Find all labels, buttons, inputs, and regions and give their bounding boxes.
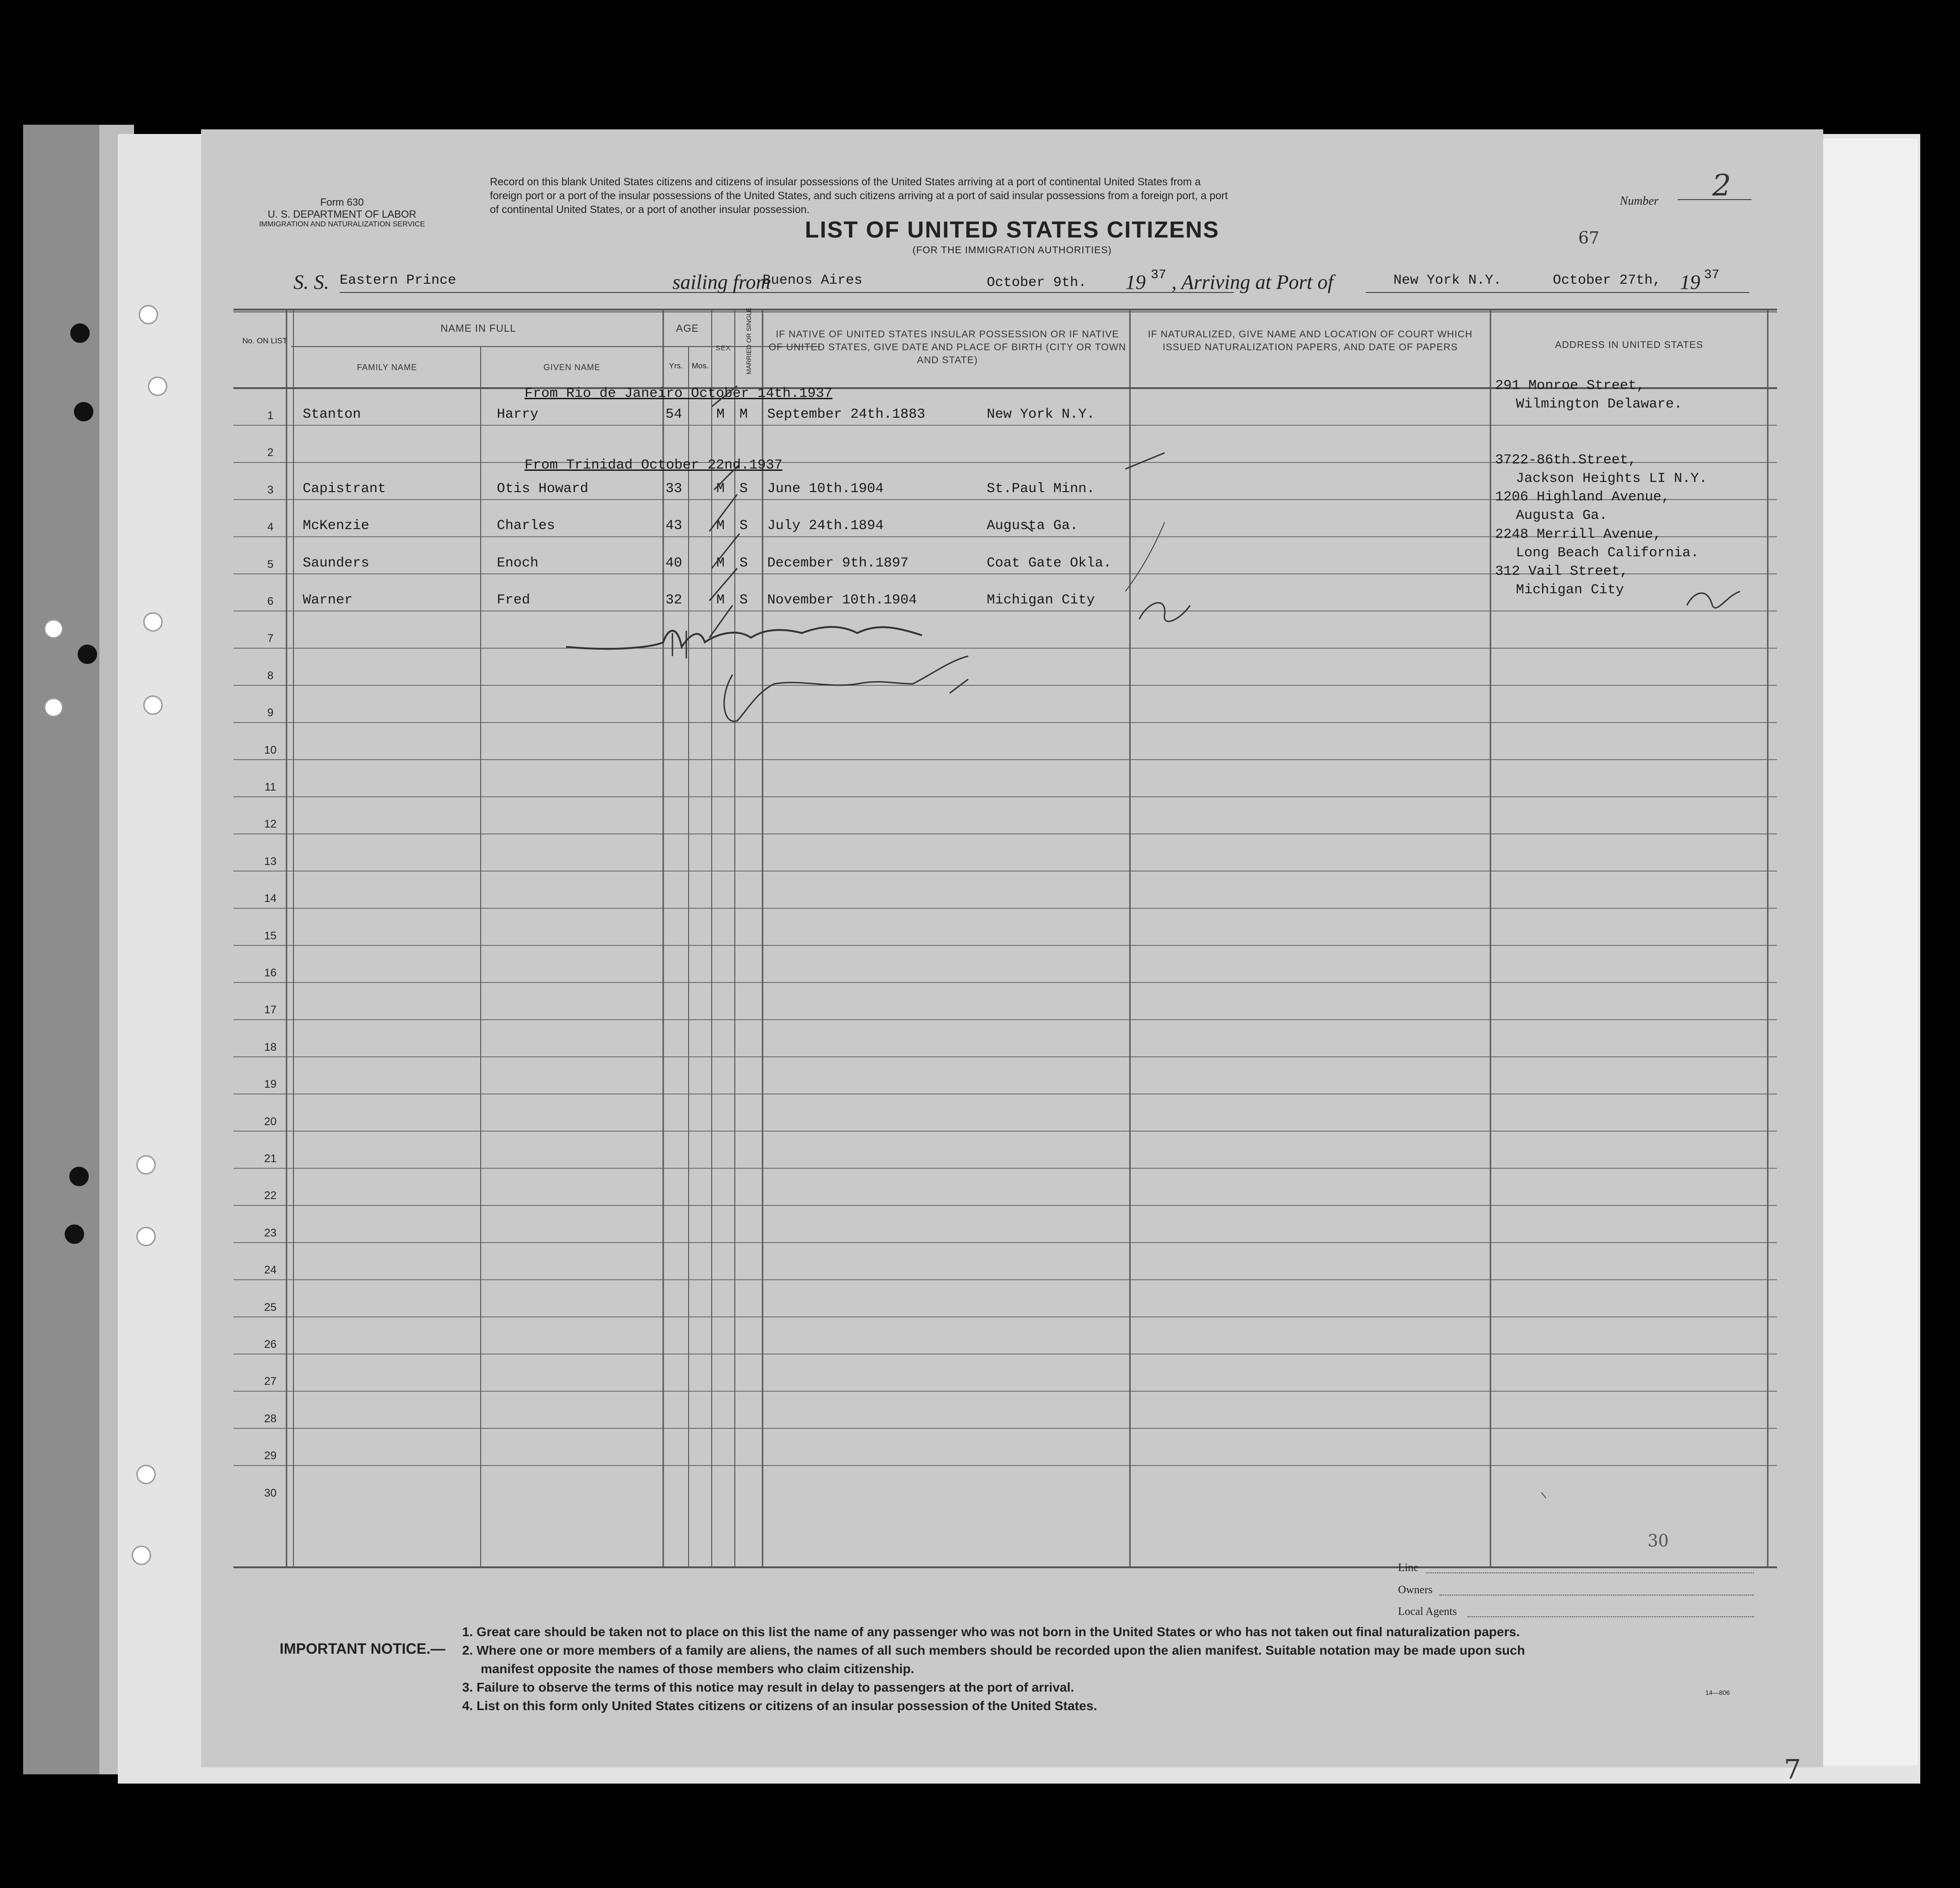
age-cell: 54 <box>666 407 683 422</box>
sex-cell: M <box>716 407 725 422</box>
ss-label: S. S. <box>293 271 329 293</box>
page-title: LIST OF UNITED STATES CITIZENS <box>805 217 1220 243</box>
arrival-year-prefix: 19 <box>1680 271 1700 293</box>
line-number: 23 <box>264 1226 277 1239</box>
line-number: 5 <box>267 558 274 571</box>
marital-status-cell: M <box>739 407 748 422</box>
ship-name: Eastern Prince <box>340 273 457 288</box>
col-address: ADDRESS IN UNITED STATES <box>1555 340 1704 350</box>
punch-hole <box>132 1546 151 1565</box>
marital-status-cell: S <box>739 481 748 497</box>
notice-item-2-cont: manifest opposite the names of those members who claim citizenship. <box>481 1662 915 1676</box>
line-number: 9 <box>267 706 274 719</box>
line-number: 1 <box>267 409 274 422</box>
department-name: U. S. DEPARTMENT OF LABOR <box>268 208 416 220</box>
col-no-on-list: No. ON LIST <box>242 336 287 345</box>
birth-date-cell: November 10th.1904 <box>767 592 917 608</box>
punch-hole <box>65 1224 84 1244</box>
address-line-1: 312 Vail Street, <box>1495 564 1629 579</box>
year-prefix: 19 <box>1125 271 1146 293</box>
line-number: 26 <box>264 1338 277 1351</box>
line-number: 6 <box>267 595 274 608</box>
local-agents-label: Local Agents <box>1398 1606 1457 1618</box>
list-number: 2 <box>1712 169 1731 203</box>
given-name-cell: Otis Howard <box>497 481 589 497</box>
sailing-from-label: sailing from <box>672 271 771 293</box>
line-number: 15 <box>264 929 277 942</box>
punch-hole <box>139 305 158 324</box>
col-native-birth: IF NATIVE OF UNITED STATES INSULAR POSSESSION OR IF NATIVE OF UNITED STATES, GIVE DATE AND PLACE OF BIRTH (CITY OR TOWN AND STATE) <box>769 329 1126 365</box>
notice-item-4: 4. List on this form only United States citizens or citizens of an insular possession of the United States. <box>462 1699 1097 1713</box>
service-name: IMMIGRATION AND NATURALIZATION SERVICE <box>259 220 425 228</box>
line-number: 25 <box>264 1301 277 1314</box>
birth-place-cell: St.Paul Minn. <box>987 481 1095 497</box>
record-text-line: Record on this blank United States citizens and citizens of insular possessions of the United States arriving at a port of continental United States from a <box>490 176 1201 188</box>
address-line-1: 2248 Merrill Avenue, <box>1495 526 1662 542</box>
form-number: Form 630 <box>320 196 364 208</box>
punch-hole <box>136 1155 156 1175</box>
col-name-in-full: NAME IN FULL <box>440 323 516 334</box>
marital-status-cell: S <box>739 555 748 571</box>
form-sheet <box>201 129 1823 1767</box>
line-number: 10 <box>264 743 277 756</box>
line-number: 8 <box>267 669 274 682</box>
punch-hole <box>78 645 97 664</box>
line-number: 19 <box>264 1078 277 1091</box>
address-line-2: Long Beach California. <box>1516 545 1699 561</box>
age-cell: 32 <box>666 592 683 608</box>
col-age-years: Yrs. <box>669 361 683 370</box>
punch-hole <box>136 1227 156 1246</box>
sailing-from-port: Buenos Aires <box>763 273 863 288</box>
punch-hole <box>148 377 167 396</box>
birth-date-cell: July 24th.1894 <box>767 518 884 534</box>
given-name-cell: Enoch <box>497 555 539 571</box>
punch-hole <box>74 402 93 421</box>
print-code: 14—806 <box>1705 1689 1730 1696</box>
notice-item-3: 3. Failure to observe the terms of this notice may result in delay to passengers at the port of arrival. <box>462 1680 1075 1694</box>
record-text-line: of continental United States, or a port of another insular possession. <box>490 203 810 215</box>
stamp-number: 67 <box>1578 229 1600 248</box>
page-subtitle: (FOR THE IMMIGRATION AUTHORITIES) <box>912 245 1112 256</box>
punch-hole <box>69 1167 89 1186</box>
sex-cell: M <box>716 481 725 497</box>
punch-hole <box>44 698 63 717</box>
notice-item-2: 2. Where one or more members of a family are aliens, the names of all such members should be recorded upon the alien manifest. Suitable notation may be made upon such <box>462 1643 1525 1657</box>
line-number: 21 <box>264 1152 277 1165</box>
address-line-1: 291 Monroe Street, <box>1495 378 1645 394</box>
sex-cell: M <box>716 592 725 608</box>
line-number: 16 <box>264 967 277 979</box>
given-name-cell: Harry <box>497 407 539 422</box>
birth-place-cell: Michigan City <box>987 592 1095 608</box>
line-number: 12 <box>264 818 277 831</box>
family-name-cell: McKenzie <box>303 518 370 534</box>
age-cell: 40 <box>666 555 683 571</box>
important-notice <box>462 1623 1525 1715</box>
given-name-cell: Charles <box>497 518 556 534</box>
line-number: 7 <box>267 632 274 645</box>
line-number: 3 <box>267 483 274 496</box>
col-sex: SEX <box>715 344 731 352</box>
punch-hole <box>44 619 63 639</box>
address-line-1: 3722-86th.Street, <box>1495 452 1637 468</box>
col-age: AGE <box>676 323 699 334</box>
line-number: 11 <box>264 781 276 793</box>
number-label: Number <box>1620 194 1659 207</box>
arrival-year: 37 <box>1704 268 1720 282</box>
owners-label: Owners <box>1398 1584 1433 1596</box>
birth-place-cell: New York N.Y. <box>987 407 1095 422</box>
sail-year: 37 <box>1151 268 1166 282</box>
address-line-2: Augusta Ga. <box>1516 508 1608 524</box>
age-cell: 43 <box>666 518 683 534</box>
col-family-name: FAMILY NAME <box>357 363 417 372</box>
line-number: 22 <box>264 1189 277 1202</box>
local-agents-blank <box>1467 1616 1754 1617</box>
line-label: Line <box>1398 1562 1418 1574</box>
section-header: From Rio de Janeiro October 14th.1937 <box>525 386 833 402</box>
arrival-port: New York N.Y. <box>1393 273 1502 288</box>
line-number: 28 <box>264 1412 277 1425</box>
notice-item-1: 1. Great care should be taken not to place on this list the name of any passenger who was not born in the United States or who has not taken out final naturalization papers. <box>462 1625 1520 1639</box>
col-married-single: MARRIED OR SINGLE <box>745 307 752 375</box>
birth-date-cell: September 24th.1883 <box>767 407 926 422</box>
line-number: 20 <box>264 1115 277 1128</box>
arriving-label: , Arriving at Port of <box>1172 271 1333 293</box>
birth-place-cell: Augusta Ga. <box>987 518 1079 534</box>
family-name-cell: Capistrant <box>303 481 386 497</box>
birth-place-cell: Coat Gate Okla. <box>987 555 1112 571</box>
line-number: 27 <box>264 1375 277 1388</box>
line-number: 29 <box>264 1449 277 1462</box>
owners-blank <box>1440 1595 1754 1596</box>
family-name-cell: Warner <box>303 592 353 608</box>
line-number: 18 <box>264 1041 277 1054</box>
birth-date-cell: June 10th.1904 <box>767 481 884 497</box>
line-blank <box>1426 1572 1754 1573</box>
sex-cell: M <box>716 555 725 571</box>
line-number: 14 <box>264 892 277 905</box>
given-name-cell: Fred <box>497 592 531 608</box>
col-age-months: Mos. <box>691 361 709 370</box>
age-cell: 33 <box>666 481 683 497</box>
line-number: 24 <box>264 1264 277 1277</box>
punch-hole <box>136 1465 156 1484</box>
address-line-2: Michigan City <box>1516 582 1624 598</box>
address-line-2: Wilmington Delaware. <box>1516 396 1683 412</box>
marital-status-cell: S <box>739 518 748 534</box>
birth-date-cell: December 9th.1897 <box>767 555 909 571</box>
punch-hole <box>143 612 163 632</box>
sex-cell: M <box>716 518 725 534</box>
page-mark: 7 <box>1784 1754 1801 1785</box>
handwritten-total: 30 <box>1648 1532 1669 1551</box>
record-text-line: foreign port or a port of the insular possessions of the United States, and such citizens arriving at a port of said insular possessions from a foreign port, a port <box>490 189 1228 201</box>
notice-heading: IMPORTANT NOTICE.— <box>280 1640 446 1657</box>
punch-hole <box>143 695 163 715</box>
section-header: From Trinidad October 22nd.1937 <box>525 457 783 473</box>
sail-date: October 9th. <box>987 275 1087 291</box>
handwritten-marks <box>201 129 1823 1767</box>
line-number: 4 <box>267 521 274 534</box>
address-line-1: 1206 Highland Avenue, <box>1495 489 1670 505</box>
col-given-name: GIVEN NAME <box>543 363 601 372</box>
family-name-cell: Saunders <box>303 555 370 571</box>
punch-hole <box>70 323 90 343</box>
line-number: 13 <box>264 855 277 868</box>
marital-status-cell: S <box>739 592 748 608</box>
line-number: 2 <box>267 446 274 459</box>
line-number: 17 <box>264 1004 277 1017</box>
line-number: 30 <box>264 1486 277 1499</box>
family-name-cell: Stanton <box>303 407 361 422</box>
arrival-date: October 27th, <box>1553 273 1661 288</box>
address-line-2: Jackson Heights LI N.Y. <box>1516 470 1708 487</box>
col-naturalized: IF NATURALIZED, GIVE NAME AND LOCATION OF COURT WHICH ISSUED NATURALIZATION PAPERS, AND DATE OF PAPERS <box>1148 329 1473 353</box>
